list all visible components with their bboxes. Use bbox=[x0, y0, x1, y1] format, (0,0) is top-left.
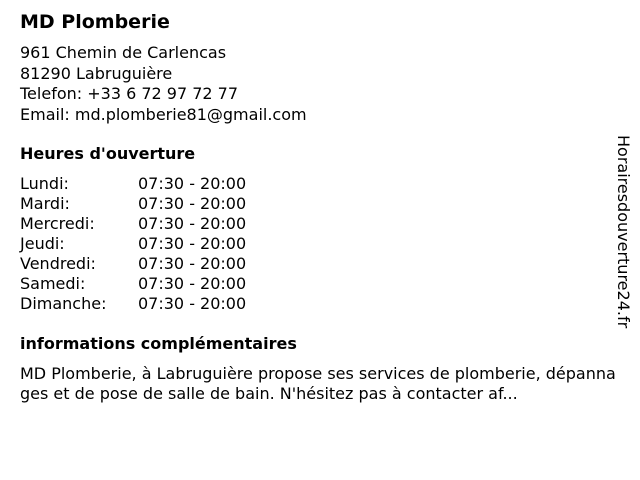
site-watermark: Horairesdouverture24.fr bbox=[614, 135, 633, 329]
hours-row bbox=[20, 254, 246, 274]
phone-number: Telefon: +33 6 72 97 72 77 bbox=[20, 84, 239, 103]
day-label: Samedi: bbox=[20, 274, 86, 293]
business-description: MD Plomberie, à Labruguière propose ses services de plomberie, dépannages et de pose de salle de bain. N'hésitez pas à contacter af... bbox=[20, 364, 616, 403]
time-range: 07:30 - 20:00 bbox=[138, 274, 247, 293]
day-label: Mardi: bbox=[20, 194, 70, 213]
city-postal: 81290 Labruguière bbox=[20, 63, 173, 83]
day-label: Vendredi: bbox=[20, 254, 96, 273]
time-range: 07:30 - 20:00 bbox=[138, 254, 247, 273]
time-range: 07:30 - 20:00 bbox=[138, 194, 247, 213]
day-label: Lundi: bbox=[20, 174, 69, 193]
opening-hours-heading: Heures d'ouverture bbox=[20, 144, 196, 163]
business-name: MD Plomberie bbox=[20, 11, 170, 33]
day-label: Jeudi: bbox=[20, 234, 65, 253]
time-range: 07:30 - 20:00 bbox=[138, 214, 247, 233]
street-address: 961 Chemin de Carlencas bbox=[20, 43, 227, 62]
day-label: Mercredi: bbox=[20, 214, 95, 233]
additional-info-heading: informations complémentaires bbox=[20, 334, 297, 353]
contact-block bbox=[20, 43, 307, 125]
hours-row bbox=[20, 174, 246, 194]
hours-row bbox=[20, 294, 246, 314]
hours-row bbox=[20, 234, 246, 254]
time-range: 07:30 - 20:00 bbox=[138, 234, 247, 253]
hours-row bbox=[20, 194, 246, 214]
time-range: 07:30 - 20:00 bbox=[138, 174, 247, 193]
email-address: Email: md.plomberie81@gmail.com bbox=[20, 104, 307, 124]
hours-row bbox=[20, 214, 246, 234]
hours-row bbox=[20, 274, 246, 294]
day-label: Dimanche: bbox=[20, 294, 107, 313]
opening-hours-list bbox=[20, 174, 246, 314]
time-range: 07:30 - 20:00 bbox=[138, 294, 247, 313]
